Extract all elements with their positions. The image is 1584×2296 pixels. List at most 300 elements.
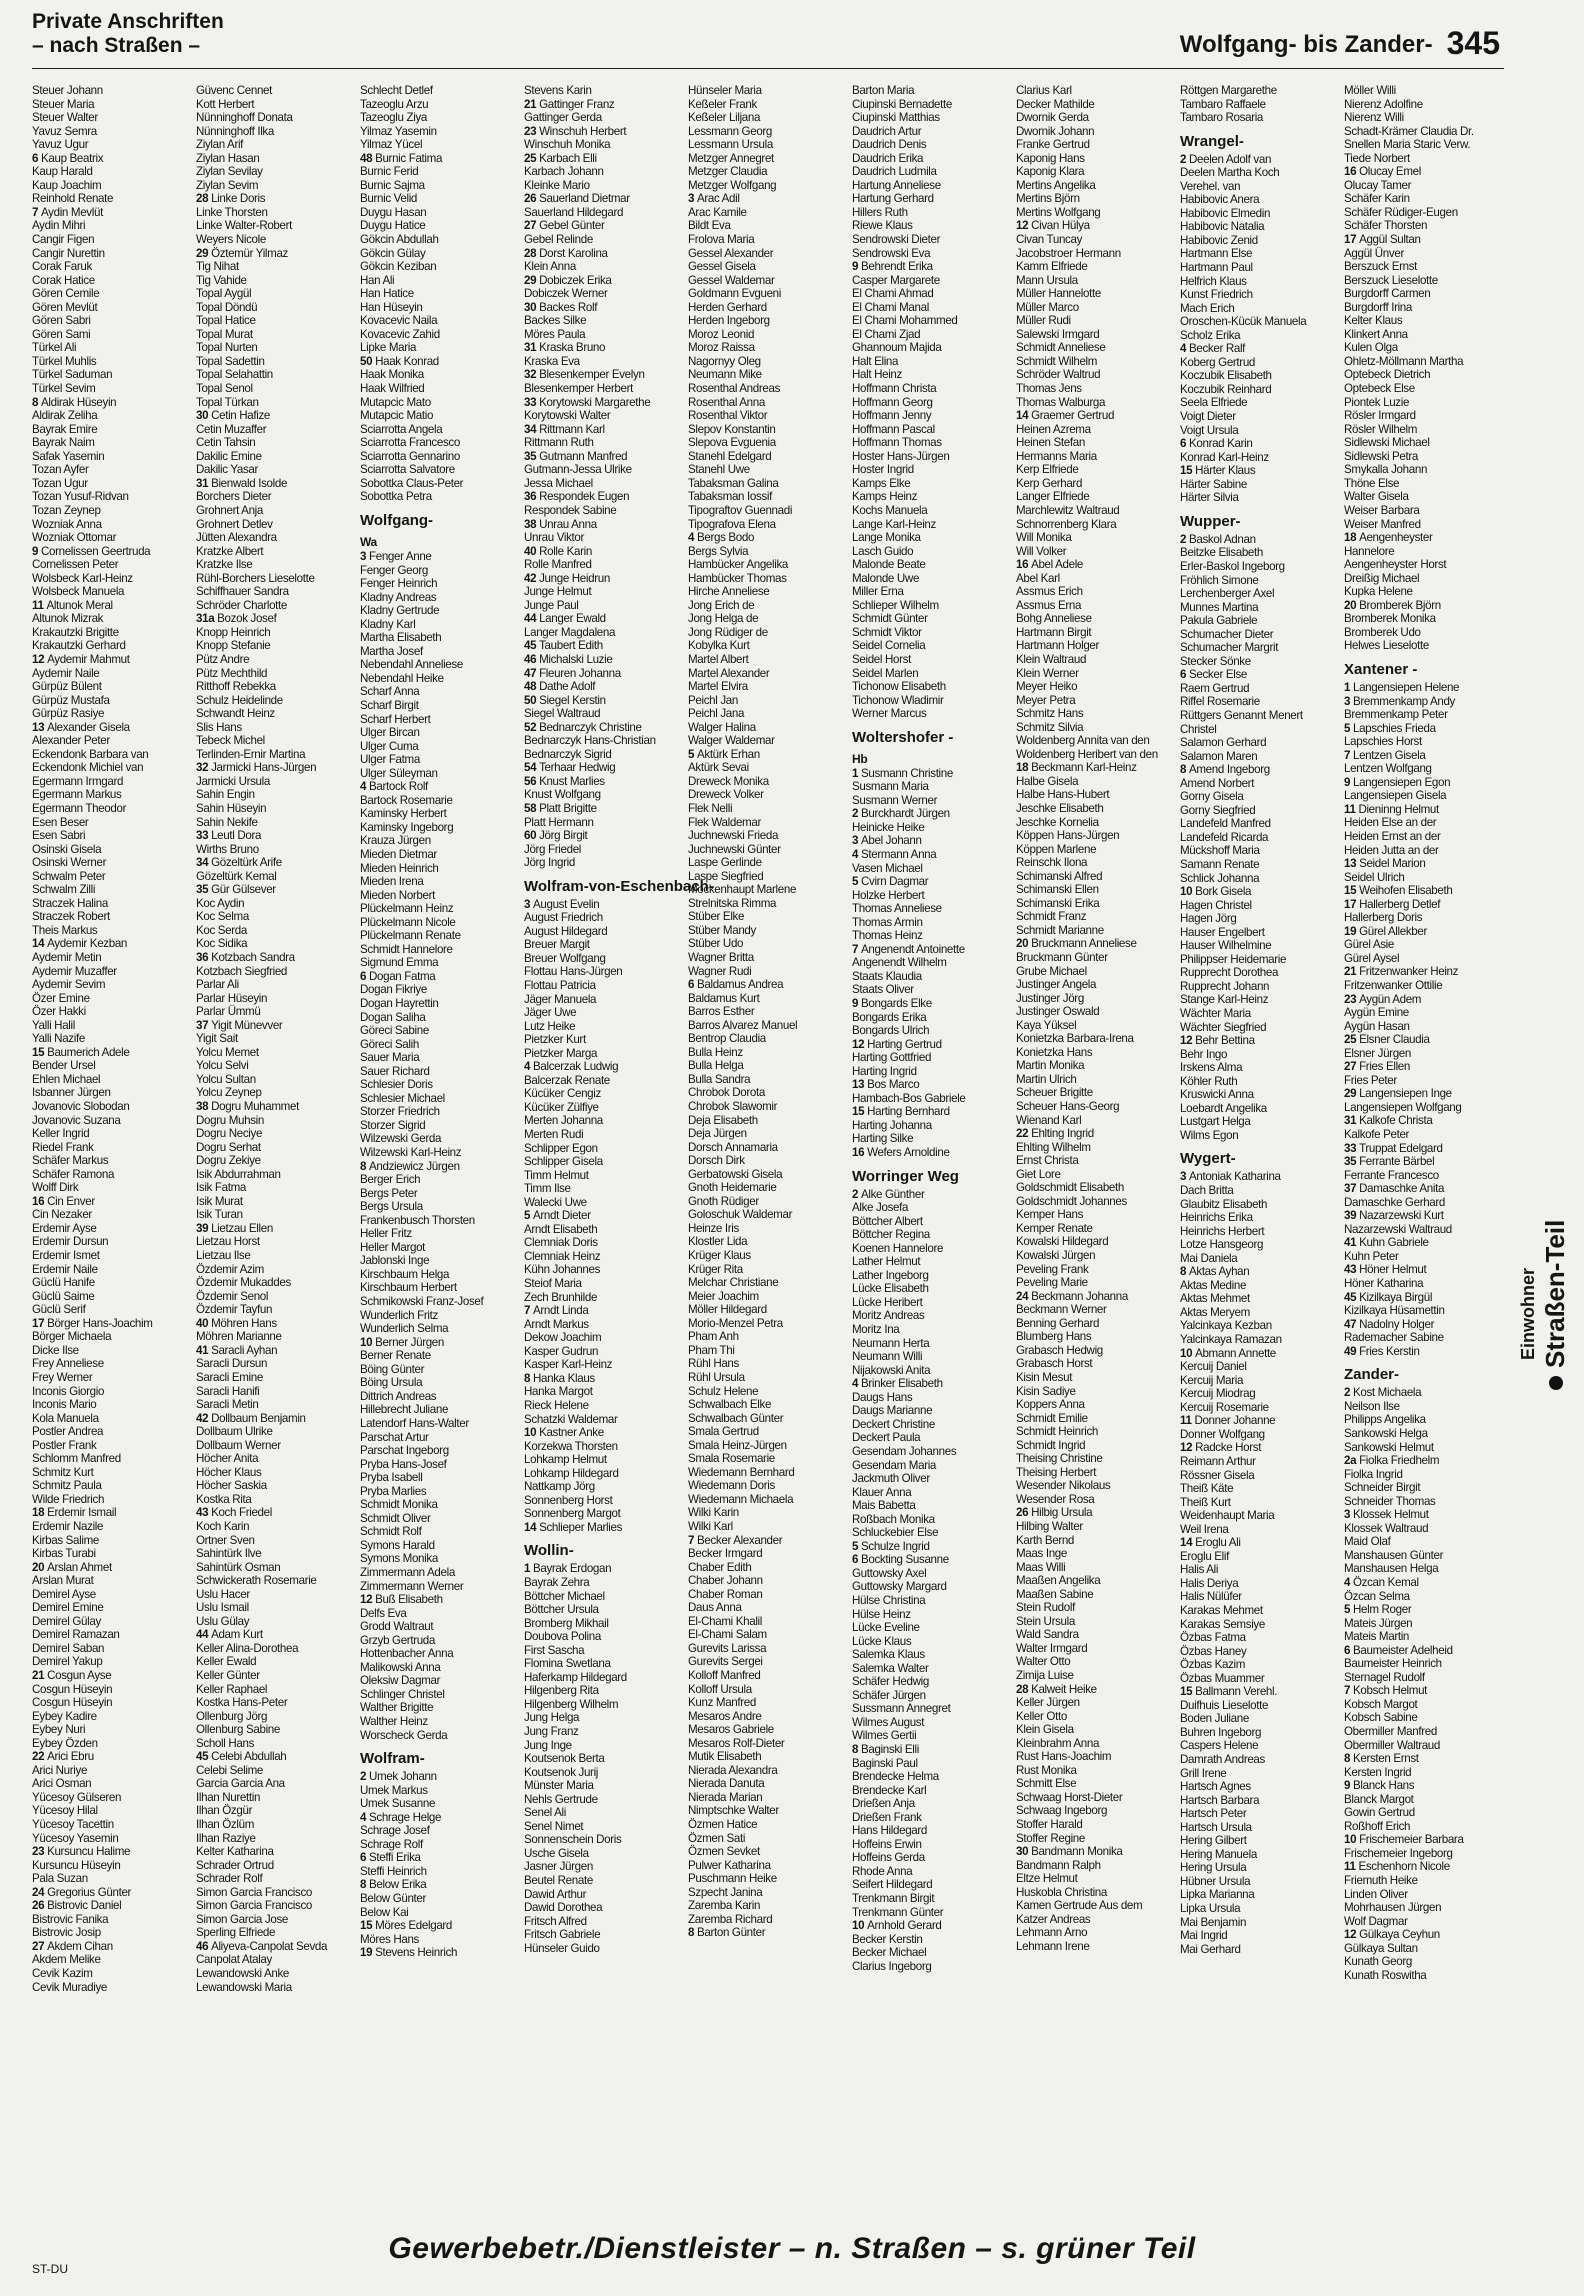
resident-entry: Jeschke Kornelia [1016, 815, 1099, 829]
resident-entry: Heinrichs Erika [1180, 1211, 1253, 1225]
house-number: 17 [1344, 233, 1360, 247]
resident-entry: 4 Balcerzak Ludwig [524, 1060, 619, 1074]
resident-entry: Damaschke Gerhard [1344, 1195, 1446, 1209]
resident-entry: 14 Eroglu Ali [1180, 1536, 1241, 1550]
resident-entry: Altunok Mizrak [32, 612, 104, 626]
house-number: 14 [32, 937, 48, 951]
resident-entry: Özdemir Tayfun [196, 1303, 273, 1317]
resident-entry: Yilmaz Yasemin [360, 124, 437, 138]
resident-entry: Kaponig Hans [1016, 151, 1085, 165]
resident-entry: Boden Juliane [1180, 1712, 1249, 1726]
resident-entry: Kaup Joachim [32, 178, 102, 192]
resident-entry: Uslu Ismail [196, 1601, 249, 1615]
house-number: 46 [196, 1939, 212, 1953]
resident-entry: Yavuz Ugur [32, 138, 89, 152]
house-number: 4 [1344, 1575, 1353, 1589]
resident-entry: Landefeld Ricarda [1180, 830, 1269, 844]
house-number: 31 [196, 476, 212, 490]
resident-entry: Hillebrecht Juliane [360, 1403, 449, 1417]
house-number: 8 [524, 1371, 533, 1385]
resident-entry: Meier Joachim [688, 1289, 759, 1303]
resident-entry: Güclü Saime [32, 1289, 95, 1303]
resident-entry: 2 Alke Günther [852, 1187, 925, 1201]
resident-entry: Kalkofe Peter [1344, 1128, 1410, 1142]
resident-entry: Isik Abdurrahman [196, 1167, 281, 1181]
resident-entry: Türkel Muhlis [32, 354, 97, 368]
house-number: 12 [852, 1037, 868, 1051]
resident-entry: Heinrichs Herbert [1180, 1224, 1265, 1238]
resident-entry: Schlesier Doris [360, 1078, 433, 1092]
resident-entry: Lange Karl-Heinz [852, 517, 936, 531]
resident-entry: Meyer Heiko [1016, 680, 1078, 694]
house-number: 47 [524, 666, 540, 680]
house-number: 17 [1344, 897, 1360, 911]
resident-entry: Goloschuk Waldemar [688, 1208, 793, 1222]
resident-entry: Ciupinski Bernadette [852, 97, 952, 111]
resident-entry: Kraska Eva [524, 354, 580, 368]
resident-entry: Pham Anh [688, 1330, 739, 1344]
resident-entry: Peveling Marie [1016, 1276, 1088, 1290]
resident-entry: Konrad Karl-Heinz [1180, 450, 1269, 464]
resident-entry: 13 Bos Marco [852, 1078, 920, 1092]
house-number: 2 [1180, 152, 1189, 166]
resident-entry: Kaminsky Ingeborg [360, 820, 454, 834]
resident-entry: Müller Marco [1016, 300, 1079, 314]
resident-entry: Hülse Heinz [852, 1607, 911, 1621]
house-number: 45 [1344, 1290, 1360, 1304]
house-number: 15 [1180, 1685, 1196, 1699]
resident-entry: Schäfer Rüdiger-Eugen [1344, 205, 1458, 219]
resident-entry: Han Ali [360, 273, 395, 287]
resident-entry: 25 Elsner Claudia [1344, 1033, 1430, 1047]
resident-entry: 9 Bongards Elke [852, 997, 932, 1010]
resident-entry: Saracli Dursun [196, 1357, 268, 1371]
resident-entry: Steuer Johann [32, 84, 103, 97]
resident-entry: Woldenberg Heribert van den [1016, 747, 1158, 761]
resident-entry: Schwaag Ingeborg [1016, 1804, 1108, 1818]
resident-entry: Jörg Ingrid [524, 856, 575, 870]
resident-entry: Eybey Kadire [32, 1709, 97, 1723]
resident-entry: Martel Alexander [688, 666, 770, 680]
resident-entry: Heller Margot [360, 1240, 426, 1254]
resident-entry: Aktas Medine [1180, 1278, 1247, 1292]
resident-entry: Langensiepen Wolfgang [1344, 1100, 1462, 1114]
resident-entry: 38 Unrau Anna [524, 517, 597, 531]
house-number: 12 [32, 652, 48, 666]
house-number: 3 [1344, 1508, 1353, 1522]
resident-entry: Miller Erna [852, 585, 904, 599]
resident-entry: Metzger Wolfgang [688, 178, 777, 192]
house-number: 4 [688, 531, 697, 545]
resident-entry: Smala Gertrud [688, 1425, 759, 1439]
resident-entry: Fröhlich Simone [1180, 573, 1259, 587]
resident-entry: Grill Irene [1180, 1766, 1227, 1780]
resident-entry: Kercuij Rosemarie [1180, 1400, 1269, 1414]
resident-entry: Karth Bernd [1016, 1533, 1075, 1547]
resident-entry: Manshausen Helga [1344, 1562, 1439, 1576]
house-number: 48 [360, 151, 376, 165]
resident-entry: Korzekwa Thorsten [524, 1439, 618, 1453]
resident-entry: Frankenbusch Thorsten [360, 1213, 475, 1227]
resident-entry: Topal Murat [196, 327, 253, 341]
resident-entry: 11 Eschenhorn Nicole [1344, 1860, 1450, 1874]
house-number: 3 [1180, 1170, 1189, 1184]
resident-entry: 17 Aggül Sultan [1344, 233, 1421, 247]
resident-entry: Casper Margarete [852, 273, 940, 287]
resident-entry: Ziylan Hasan [196, 151, 260, 165]
resident-entry: Özbas Muammer [1180, 1671, 1265, 1685]
resident-entry: Gnoth Heidemarie [688, 1181, 777, 1195]
resident-entry: Katzer Andreas [1016, 1912, 1091, 1926]
resident-entry: Goldschmidt Johannes [1016, 1194, 1127, 1208]
resident-entry: Daugs Hans [852, 1390, 913, 1404]
resident-entry: 6 Bockting Susanne [852, 1553, 949, 1567]
resident-entry: Kaup Harald [32, 165, 93, 179]
resident-entry: Moroz Leonid [688, 327, 755, 341]
resident-entry: Kladny Andreas [360, 590, 437, 604]
resident-entry: Grohnert Detlev [196, 517, 273, 531]
resident-entry: Herden Gerhard [688, 300, 767, 314]
resident-entry: Dorsch Annamaria [688, 1140, 778, 1154]
resident-entry: Burnic Ferid [360, 165, 419, 179]
resident-entry: Schimanski Alfred [1016, 869, 1103, 883]
resident-entry: Stanehl Uwe [688, 463, 750, 477]
street-heading: Wolfram- [360, 1750, 425, 1768]
resident-entry: Krüger Rita [688, 1262, 743, 1276]
resident-entry: Lehmann Arno [1016, 1926, 1088, 1940]
house-number: 6 [1180, 437, 1189, 451]
district-code: Hb [852, 751, 868, 766]
resident-entry: Kirschbaum Herbert [360, 1281, 457, 1295]
resident-entry: Aygün Emine [1344, 1006, 1409, 1020]
house-number: 7 [1344, 1684, 1353, 1698]
house-number: 19 [1344, 924, 1360, 938]
resident-entry: August Hildegard [524, 924, 608, 938]
resident-entry: Grohnert Anja [196, 503, 263, 517]
resident-entry: Mertins Björn [1016, 192, 1080, 206]
resident-entry: 1 Langensiepen Helene [1344, 680, 1460, 694]
resident-entry: Bayrak Naim [32, 436, 95, 450]
resident-entry: Slepov Konstantin [688, 422, 776, 436]
resident-entry: 16 Wefers Arnoldine [852, 1146, 950, 1160]
resident-entry: Rühl Ursula [688, 1370, 745, 1384]
resident-entry: Maid Olaf [1344, 1535, 1391, 1549]
resident-entry: Klauer Anna [852, 1485, 912, 1499]
resident-entry: Jackmuth Oliver [852, 1472, 930, 1486]
resident-entry: Gurevits Larissa [688, 1641, 767, 1655]
resident-entry: Pulwer Katharina [688, 1858, 771, 1872]
resident-entry: Tozan Zeynep [32, 503, 101, 517]
resident-entry: Kaminsky Herbert [360, 807, 447, 821]
directory-columns [32, 84, 1508, 2224]
resident-entry: 4 Brinker Elisabeth [852, 1377, 943, 1391]
resident-entry: Herden Ingeborg [688, 314, 770, 328]
resident-entry: Özmen Sati [688, 1831, 746, 1845]
resident-entry: Gesendam Maria [852, 1458, 937, 1472]
resident-entry: Kratzke Ilse [196, 558, 253, 572]
house-number: 34 [196, 856, 212, 870]
resident-entry: Kladny Karl [360, 617, 416, 631]
resident-entry: Lustgart Helga [1180, 1115, 1251, 1129]
resident-entry: Koutsenok Berta [524, 1752, 605, 1766]
house-number: 29 [1344, 1087, 1360, 1101]
resident-entry: 45 Taubert Edith [524, 639, 603, 653]
resident-entry: 46 Michalski Luzie [524, 652, 613, 666]
resident-entry: Böing Günter [360, 1362, 425, 1376]
resident-entry: Bistrovic Josip [32, 1926, 101, 1940]
resident-entry: Lücke Elisabeth [852, 1282, 929, 1296]
resident-entry: Lasch Guido [852, 544, 914, 558]
resident-entry: 12 Aydemir Mahmut [32, 652, 130, 666]
resident-entry: Hambach-Bos Gabriele [852, 1091, 966, 1105]
house-number: 35 [1344, 1155, 1360, 1169]
resident-entry: 7 Becker Alexander [688, 1533, 783, 1547]
resident-entry: Pryba Marlies [360, 1484, 427, 1498]
resident-entry: Konietzka Hans [1016, 1045, 1093, 1059]
resident-entry: Möres Hans [360, 1932, 419, 1946]
resident-entry: Hartmann Paul [1180, 261, 1253, 275]
resident-entry: Ziylan Sevim [196, 178, 259, 192]
resident-entry: Wilzewski Karl-Heinz [360, 1146, 462, 1160]
resident-entry: Topal Nurten [196, 341, 258, 355]
resident-entry: Chrobok Dorota [688, 1086, 765, 1100]
resident-entry: 33 Korytowski Margarethe [524, 395, 651, 409]
resident-entry: Stoffer Regine [1016, 1831, 1086, 1845]
resident-entry: Ilhan Raziye [196, 1831, 256, 1845]
resident-entry: Neumann Herta [852, 1336, 930, 1350]
resident-entry: Sauer Maria [360, 1051, 420, 1065]
resident-entry: Lücke Eveline [852, 1621, 920, 1635]
house-number: 7 [1344, 748, 1353, 762]
resident-entry: Koch Karin [196, 1519, 250, 1533]
resident-entry: Demirel Yakup [32, 1655, 103, 1669]
resident-entry: Halis Ali [1180, 1563, 1219, 1577]
resident-entry: Rosenthal Andreas [688, 382, 781, 396]
resident-entry: Sahintürk Ilve [196, 1547, 262, 1561]
resident-entry: Stein Ursula [1016, 1614, 1075, 1628]
resident-entry: Smykalla Johann [1344, 463, 1428, 477]
resident-entry: Halbe Gisela [1016, 774, 1079, 788]
resident-entry: Kunz Manfred [688, 1696, 756, 1710]
house-number: 45 [524, 639, 540, 653]
house-number: 42 [196, 1411, 212, 1425]
resident-entry: Schmitz Hans [1016, 707, 1084, 721]
resident-entry: Schlick Johanna [1180, 871, 1260, 885]
house-number: 21 [32, 1668, 48, 1682]
resident-entry: Hermanns Maria [1016, 449, 1097, 463]
house-number: 6 [32, 151, 41, 165]
resident-entry: Schlinger Christel [360, 1687, 445, 1701]
resident-entry: 4 Bartock Rolf [360, 780, 428, 794]
resident-entry: Kladny Gertrude [360, 604, 440, 618]
resident-entry: Sahin Engin [196, 788, 255, 802]
resident-entry: Lipka Ursula [1180, 1902, 1241, 1915]
resident-entry: Yolcu Sultan [196, 1072, 256, 1086]
resident-entry: Erdemir Ayse [32, 1221, 97, 1235]
resident-entry: 5 Schulze Ingrid [852, 1539, 930, 1553]
resident-entry: Elsner Jürgen [1344, 1046, 1411, 1060]
resident-entry: Aydemir Naile [32, 666, 100, 680]
resident-entry: Peveling Frank [1016, 1262, 1089, 1276]
resident-entry: Knopp Stefanie [196, 639, 271, 653]
resident-entry: Aydin Mihri [32, 219, 86, 233]
resident-entry: Dogru Muhsin [196, 1113, 264, 1127]
house-number: 11 [32, 598, 47, 612]
resident-entry: 17 Börger Hans-Joachim [32, 1316, 153, 1330]
resident-entry: Breuer Wolfgang [524, 951, 606, 965]
resident-entry: Wolf Dagmar [1344, 1914, 1408, 1928]
resident-entry: Cosgun Hüseyin [32, 1696, 113, 1710]
resident-entry: Mesaros Andre [688, 1709, 762, 1723]
house-number: 14 [1180, 1536, 1196, 1550]
resident-entry: Umek Markus [360, 1783, 428, 1797]
resident-entry: Sankowski Helmut [1344, 1440, 1434, 1454]
resident-entry: Sobottka Claus-Peter [360, 476, 464, 490]
resident-entry: Maaßen Angelika [1016, 1574, 1101, 1588]
resident-entry: Will Monika [1016, 531, 1072, 545]
resident-entry: Ritthoff Rebekka [196, 680, 276, 694]
house-number: 12 [1180, 1034, 1196, 1048]
house-number: 52 [524, 720, 540, 734]
resident-entry: Riffel Rosemarie [1180, 695, 1260, 709]
resident-entry: Kirbas Salime [32, 1533, 99, 1547]
resident-entry: Güclü Serif [32, 1303, 86, 1317]
resident-entry: Kemper Hans [1016, 1208, 1084, 1222]
resident-entry: 4 Özcan Kemal [1344, 1575, 1419, 1589]
resident-entry: Mateis Jürgen [1344, 1616, 1413, 1630]
house-number: 32 [196, 761, 212, 775]
resident-entry: Koc Selma [196, 910, 249, 924]
header-subtitle: – nach Straßen – [32, 34, 201, 57]
resident-entry: Müller Rudi [1016, 314, 1071, 328]
resident-entry: Ziylan Sevilay [196, 165, 263, 179]
resident-entry: Below Kai [360, 1905, 409, 1919]
house-number: 27 [32, 1939, 48, 1953]
resident-entry: Cevik Muradiye [32, 1980, 107, 1994]
resident-entry: Höner Katharina [1344, 1277, 1424, 1291]
house-number: 5 [524, 1209, 533, 1223]
resident-entry: Gattinger Gerda [524, 111, 602, 125]
resident-entry: Topal Sadettin [196, 354, 265, 368]
resident-entry: 8 Aldirak Hüseyin [32, 395, 117, 409]
resident-entry: Cetin Tahsin [196, 436, 256, 450]
resident-entry: 3 Klossek Helmut [1344, 1508, 1429, 1522]
resident-entry: Schmitt Else [1016, 1777, 1077, 1791]
resident-entry: Flottau Patricia [524, 979, 596, 992]
resident-entry: Snellen Maria Staric Verw. [1344, 138, 1471, 152]
resident-entry: Walter Irmgard [1016, 1641, 1088, 1655]
house-number: 24 [1016, 1289, 1032, 1303]
resident-entry: Rittmann Ruth [524, 436, 594, 450]
resident-entry: Tambaro Raffaele [1180, 97, 1266, 111]
resident-entry: Cangir Nurettin [32, 246, 105, 260]
resident-entry: Hambücker Angelika [688, 558, 789, 572]
house-number: 36 [524, 490, 540, 504]
resident-entry: Reinhold Renate [32, 192, 114, 206]
resident-entry: 26 Bistrovic Daniel [32, 1899, 122, 1913]
resident-entry: Optebeck Dietrich [1344, 368, 1431, 382]
resident-entry: Aydemir Sevim [32, 978, 106, 992]
resident-entry: Röttgen Margarethe [1180, 84, 1277, 97]
resident-entry: Bildt Eva [688, 219, 731, 233]
bullet-icon [1549, 1376, 1563, 1390]
resident-entry: 15 Baumerich Adele [32, 1045, 130, 1059]
resident-entry: 35 Gutmann Manfred [524, 449, 628, 463]
resident-entry: Beutel Renate [524, 1874, 593, 1887]
resident-entry: 30 Backes Rolf [524, 300, 598, 314]
resident-entry: Hoffmann Pascal [852, 422, 935, 436]
resident-entry: Simon Garcia Francisco [196, 1899, 313, 1913]
resident-entry: 21 Fritzenwanker Heinz [1344, 965, 1459, 979]
resident-entry: Yücesoy Hilal [32, 1804, 98, 1818]
resident-entry: Doubova Polina [524, 1630, 601, 1644]
resident-entry: Hauser Wilhelmine [1180, 939, 1272, 953]
resident-entry: Nattkamp Jörg [524, 1480, 595, 1494]
resident-entry: Lather Ingeborg [852, 1268, 929, 1282]
resident-entry: Stanehl Edelgard [688, 449, 772, 463]
house-number: 26 [32, 1899, 48, 1913]
resident-entry: Grube Michael [1016, 964, 1087, 978]
resident-entry: Gören Sabri [32, 314, 91, 328]
resident-entry: Fenger Heinrich [360, 577, 438, 591]
resident-entry: Hünseler Guido [524, 1941, 600, 1955]
resident-entry: Malikowski Anna [360, 1660, 441, 1674]
resident-entry: Aengenheyster Horst [1344, 558, 1447, 572]
resident-entry: Halis Nülüfer [1180, 1590, 1242, 1604]
house-number: 8 [360, 1878, 369, 1892]
resident-entry: Simon Garcia Francisco [196, 1885, 313, 1899]
resident-entry: Angenendt Wilhelm [852, 956, 947, 970]
resident-entry: Kruswicki Anna [1180, 1088, 1254, 1102]
resident-entry: 28 Kalweit Heike [1016, 1682, 1097, 1696]
resident-entry: Piontek Luzie [1344, 395, 1410, 409]
house-number: 11 [1344, 802, 1359, 816]
resident-entry: 24 Gregorius Günter [32, 1885, 132, 1899]
resident-entry: Özmen Hatice [688, 1818, 758, 1831]
resident-entry: Drießen Frank [852, 1810, 922, 1824]
resident-entry: Mertins Wolfgang [1016, 205, 1101, 219]
resident-entry: Dogru Zekiye [196, 1154, 261, 1168]
resident-entry: Linden Oliver [1344, 1887, 1408, 1901]
resident-entry: Güvenc Cennet [196, 84, 273, 97]
resident-entry: Yücesoy Tacettin [32, 1818, 114, 1831]
resident-entry: Ghannoum Majida [852, 341, 942, 355]
resident-entry: Guttowsky Margard [852, 1580, 947, 1594]
resident-entry: Tazeoglu Ziya [360, 111, 427, 125]
house-number: 37 [196, 1018, 212, 1032]
resident-entry: Grabasch Horst [1016, 1357, 1093, 1371]
resident-entry: Kercuij Miodrag [1180, 1387, 1256, 1401]
resident-entry: Zech Brunhilde [524, 1290, 598, 1304]
resident-entry: Rademacher Sabine [1344, 1331, 1444, 1345]
resident-entry: Scheuer Hans-Georg [1016, 1100, 1120, 1114]
house-number: 7 [32, 205, 41, 219]
resident-entry: Vasen Michael [852, 861, 923, 875]
resident-entry: Lipke Maria [360, 341, 417, 355]
resident-entry: Wolff Dirk [32, 1181, 79, 1195]
resident-entry: Schmitz Silvia [1016, 720, 1084, 734]
resident-entry: Deelen Martha Koch [1180, 166, 1280, 180]
resident-entry: Yolcu Memet [196, 1045, 259, 1059]
resident-entry: Böttcher Regina [852, 1228, 930, 1242]
resident-entry: Kobsch Sabine [1344, 1711, 1418, 1725]
resident-entry: 6 Baumeister Adelheid [1344, 1643, 1453, 1657]
house-number: 13 [32, 720, 48, 734]
resident-entry: Rupprecht Dorothea [1180, 966, 1279, 980]
resident-entry: Nierenz Adolfine [1344, 97, 1423, 111]
resident-entry: Kizilkaya Hüsamettin [1344, 1304, 1445, 1318]
resident-entry: Dwornik Gerda [1016, 111, 1089, 125]
